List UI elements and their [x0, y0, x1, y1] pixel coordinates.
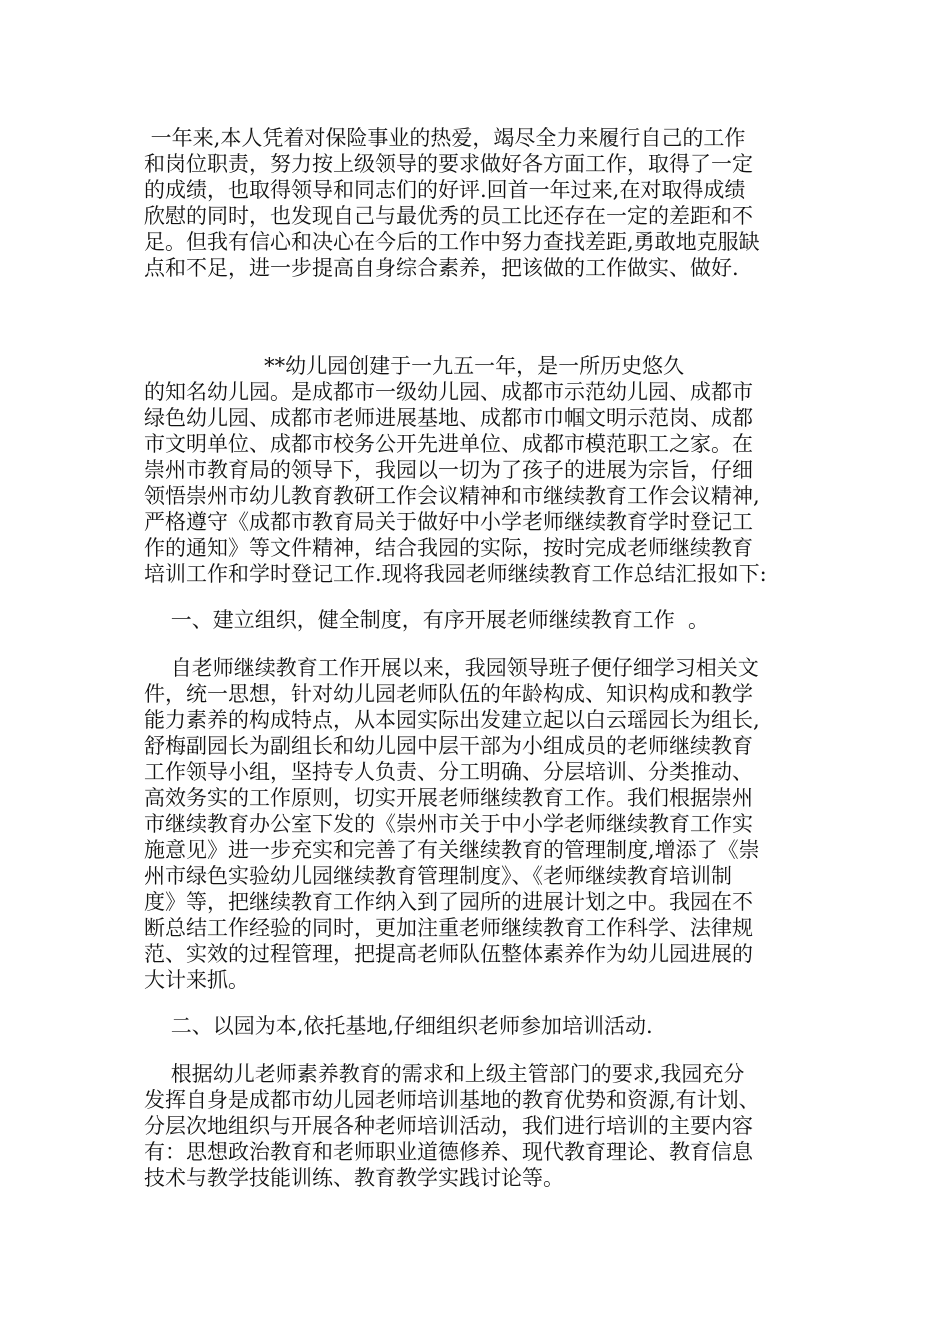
text-line: 严格遵守《成都市教育局关于做好中小学老师继续教育学时登记工	[144, 510, 753, 534]
text-line: 分层次地组织与开展各种老师培训活动，我们进行培训的主要内容	[144, 1114, 753, 1138]
text-line: 和岗位职责，努力按上级领导的要求做好各方面工作，取得了一定	[144, 152, 753, 176]
text-line: 自老师继续教育工作开展以来，我园领导班子便仔细学习相关文	[144, 656, 759, 680]
text-line: 崇州市教育局的领导下，我园以一切为了孩子的进展为宗旨，仔细	[144, 458, 753, 482]
text-line: 施意见》进一步充实和完善了有关继续教育的管理制度,增添了《崇	[144, 838, 760, 862]
text-line: 点和不足，进一步提高自身综合素养，把该做的工作做实、做好.	[144, 256, 739, 280]
text-line: 作的通知》等文件精神，结合我园的实际，按时完成老师继续教育	[144, 536, 753, 560]
text-line: 一年来,本人凭着对保险事业的热爱，竭尽全力来履行自己的工作	[144, 126, 746, 150]
text-line: 技术与教学技能训练、教育教学实践讨论等。	[144, 1166, 564, 1190]
text-line: 市文明单位、成都市校务公开先进单位、成都市模范职工之家。在	[144, 432, 753, 456]
section-heading: 二、以园为本,依托基地,仔细组织老师参加培训活动.	[144, 1014, 653, 1038]
text-line: 州市绿色实验幼儿园继续教育管理制度》、《老师继续教育培训制	[144, 864, 732, 888]
text-line: **幼儿园创建于一九五一年，是一所历史悠久	[144, 354, 685, 378]
text-line: 度》等，把继续教育工作纳入到了园所的进展计划之中。我园在不	[144, 890, 753, 914]
text-line: 高效务实的工作原则，切实开展老师继续教育工作。我们根据崇州	[144, 786, 753, 810]
text-line: 件，统一思想，针对幼儿园老师队伍的年龄构成、知识构成和教学	[144, 682, 753, 706]
text-line: 断总结工作经验的同时，更加注重老师继续教育工作科学、法律规	[144, 916, 753, 940]
text-line: 培训工作和学时登记工作.现将我园老师继续教育工作总结汇报如下:	[144, 562, 767, 586]
text-line: 舒梅副园长为副组长和幼儿园中层干部为小组成员的老师继续教育	[144, 734, 753, 758]
text-line: 绿色幼儿园、成都市老师进展基地、成都市巾帼文明示范岗、成都	[144, 406, 753, 430]
text-line: 能力素养的构成特点，从本园实际出发建立起以白云瑶园长为组长,	[144, 708, 760, 732]
text-line: 根据幼儿老师素养教育的需求和上级主管部门的要求,我园充分	[144, 1062, 745, 1086]
text-line: 足。但我有信心和决心在今后的工作中努力查找差距,勇敢地克服缺	[144, 230, 760, 254]
text-line: 领悟崇州市幼儿教育教研工作会议精神和市继续教育工作会议精神,	[144, 484, 760, 508]
text-line: 工作领导小组，坚持专人负责、分工明确、分层培训、分类推动、	[144, 760, 753, 784]
text-line: 的成绩，也取得领导和同志们的好评.回首一年过来,在对取得成绩	[144, 178, 746, 202]
text-line: 欣慰的同时，也发现自己与最优秀的员工比还存在一定的差距和不	[144, 204, 753, 228]
text-line: 发挥自身是成都市幼儿园老师培训基地的教育优势和资源,有计划、	[144, 1088, 760, 1112]
text-line: 市继续教育办公室下发的《崇州市关于中小学老师继续教育工作实	[144, 812, 753, 836]
text-line: 有：思想政治教育和老师职业道德修养、现代教育理论、教育信息	[144, 1140, 753, 1164]
section-heading: 一、建立组织，健全制度，有序开展老师继续教育工作 。	[144, 608, 710, 632]
text-line: 的知名幼儿园。是成都市一级幼儿园、成都市示范幼儿园、成都市	[144, 380, 753, 404]
text-line: 范、实效的过程管理，把提高老师队伍整体素养作为幼儿园进展的	[144, 942, 753, 966]
text-line: 大计来抓。	[144, 968, 249, 992]
